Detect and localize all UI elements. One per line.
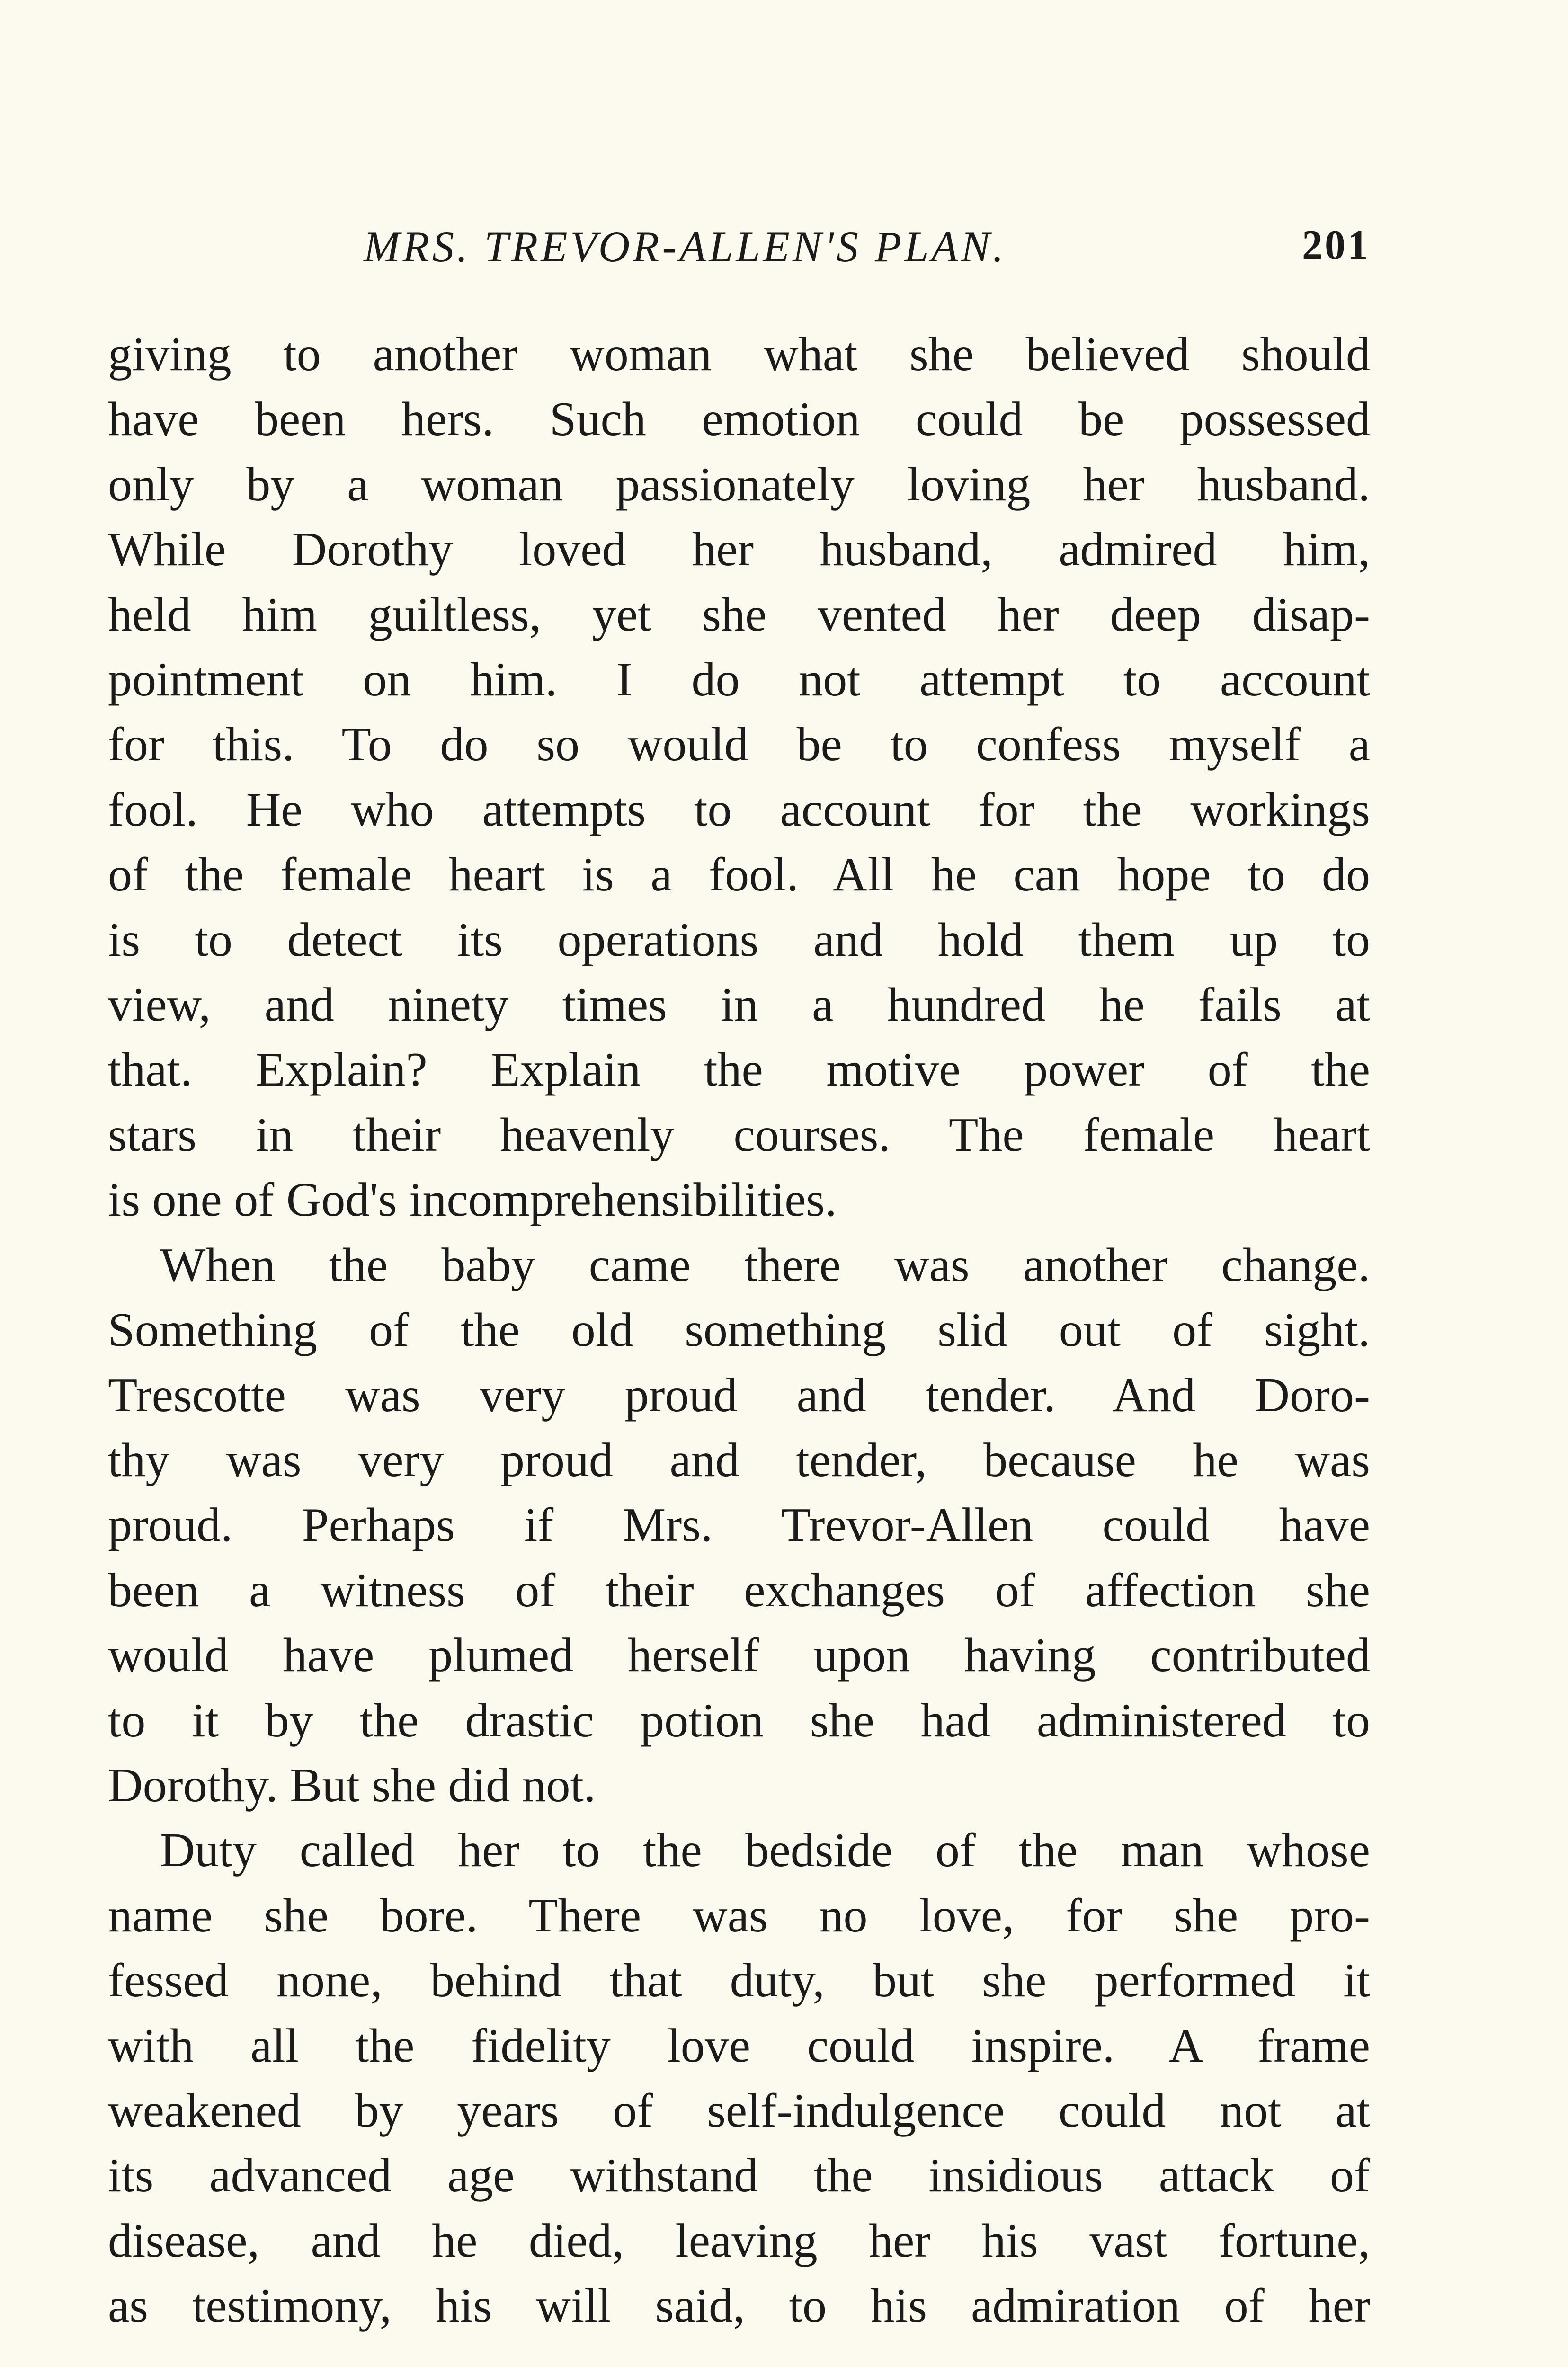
text-line: name she bore. There was no love, for she pro-	[108, 1888, 1370, 1942]
text-line: fool. He who attempts to account for the workings	[108, 783, 1370, 836]
text-line: only by a woman passionately loving her husband.	[108, 457, 1370, 511]
text-line: proud. Perhaps if Mrs. Trevor-Allen could have	[108, 1498, 1370, 1552]
text-line: While Dorothy loved her husband, admired him,	[108, 523, 1370, 577]
text-line: disease, and he died, leaving her his vast fortune,	[108, 2214, 1370, 2268]
text-line: Something of the old something slid out of sight.	[108, 1303, 1370, 1357]
text-line: for this. To do so would be to confess myself a	[108, 718, 1370, 772]
body-text	[108, 322, 1370, 2339]
text-line: with all the fidelity love could inspire. A frame	[108, 2019, 1370, 2073]
text-line: pointment on him. I do not attempt to account	[108, 653, 1370, 707]
text-line: giving to another woman what she believed should	[108, 328, 1370, 381]
text-line: stars in their heavenly courses. The female heart	[108, 1108, 1370, 1162]
text-line: is to detect its operations and hold them up to	[108, 913, 1370, 967]
text-line: Duty called her to the bedside of the man whose	[160, 1824, 1370, 1878]
page-number: 201	[1302, 222, 1370, 268]
text-line: view, and ninety times in a hundred he fails at	[108, 978, 1370, 1032]
text-line: weakened by years of self-indulgence could not at	[108, 2083, 1370, 2137]
text-line: Trescotte was very proud and tender. And Doro-	[108, 1368, 1370, 1422]
text-line: fessed none, behind that duty, but she performed it	[108, 1954, 1370, 2008]
text-line: thy was very proud and tender, because he was	[108, 1433, 1370, 1487]
running-head	[108, 222, 1370, 274]
text-line: When the baby came there was another change.	[160, 1238, 1370, 1292]
text-line: held him guiltless, yet she vented her deep disap-	[108, 587, 1370, 641]
text-line: been a witness of their exchanges of affection she	[108, 1563, 1370, 1617]
text-line: of the female heart is a fool. All he can hope to do	[108, 848, 1370, 902]
text-line: to it by the drastic potion she had administered to	[108, 1693, 1370, 1747]
text-line: as testimony, his will said, to his admiration of her	[108, 2279, 1370, 2333]
text-line: Dorothy. But she did not.	[108, 1758, 596, 1812]
text-line: its advanced age withstand the insidious attack of	[108, 2149, 1370, 2203]
text-line: that. Explain? Explain the motive power of the	[108, 1043, 1370, 1097]
running-title: MRS. TREVOR-ALLEN'S PLAN.	[364, 222, 1007, 271]
text-line: is one of God's incomprehensibilities.	[108, 1173, 837, 1227]
text-line: have been hers. Such emotion could be possessed	[108, 392, 1370, 446]
text-line: would have plumed herself upon having contributed	[108, 1628, 1370, 1682]
